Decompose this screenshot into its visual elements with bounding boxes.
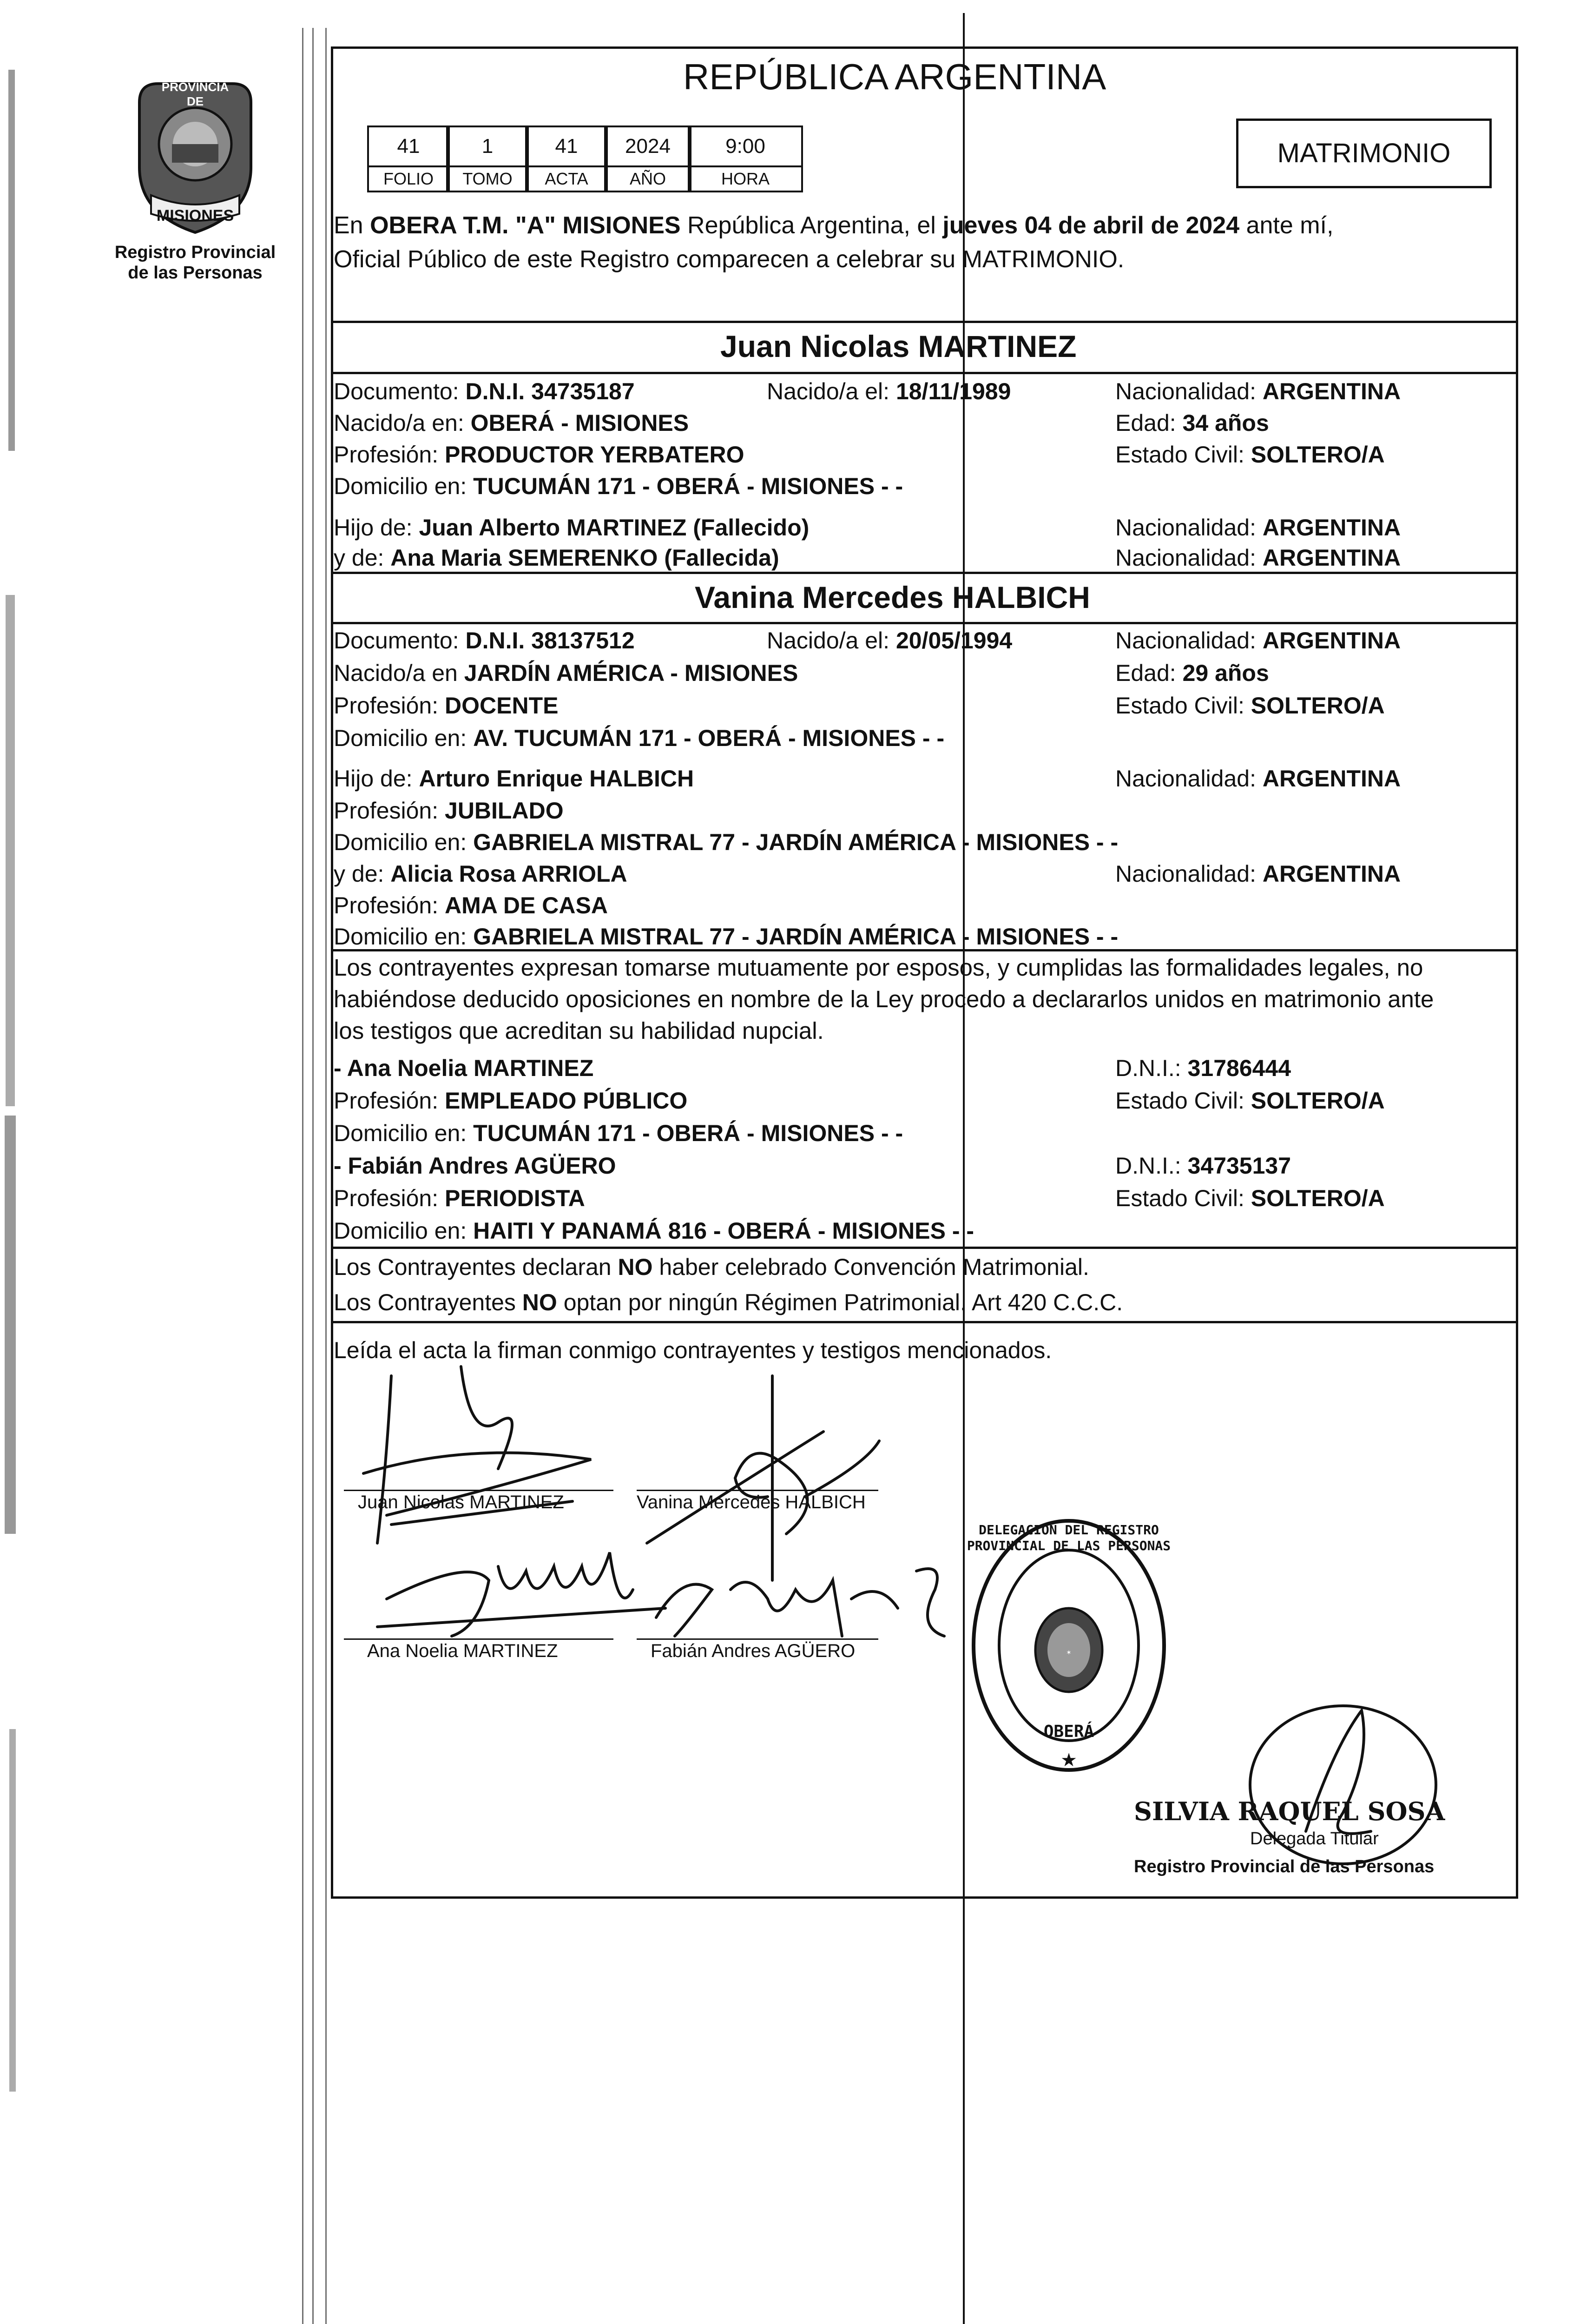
signature-groom-name: Juan Nicolas MARTINEZ bbox=[358, 1492, 564, 1512]
scan-artifact bbox=[9, 1729, 16, 2092]
signature-line-witness2 bbox=[637, 1638, 878, 1640]
section-divider bbox=[331, 1247, 1516, 1249]
folio-label: FOLIO bbox=[367, 165, 450, 192]
country-title: REPÚBLICA ARGENTINA bbox=[683, 56, 1106, 97]
section-divider bbox=[331, 1321, 1516, 1323]
convention-line1: Los Contrayentes declaran NO haber celebrado Convención Matrimonial. bbox=[334, 1254, 1089, 1280]
bride-name: Vanina Mercedes HALBICH bbox=[695, 580, 1090, 614]
witness1-profession: Profesión: EMPLEADO PÚBLICO bbox=[334, 1088, 688, 1114]
declaration-line3: los testigos que acreditan su habilidad nupcial. bbox=[334, 1017, 824, 1044]
groom-profession: Profesión: PRODUCTOR YERBATERO bbox=[334, 442, 744, 468]
bride-mother: y de: Alicia Rosa ARRIOLA bbox=[334, 861, 627, 887]
bride-birthplace: Nacido/a en JARDÍN AMÉRICA - MISIONES bbox=[334, 660, 798, 686]
bride-profession: Profesión: DOCENTE bbox=[334, 693, 559, 719]
bride-mother-profession: Profesión: AMA DE CASA bbox=[334, 892, 608, 918]
official-organization: Registro Provincial de las Personas bbox=[1134, 1857, 1435, 1876]
groom-birthplace: Nacido/a en: OBERÁ - MISIONES bbox=[334, 410, 689, 436]
hora-value: 9:00 bbox=[688, 125, 803, 167]
folio-value: 41 bbox=[367, 125, 450, 167]
groom-name: Juan Nicolas MARTINEZ bbox=[720, 329, 1077, 363]
scan-artifact bbox=[6, 595, 15, 1106]
registry-name-line1: Registro Provincial bbox=[114, 243, 276, 262]
document-type-box: MATRIMONIO bbox=[1236, 119, 1492, 188]
groom-civil-status: Estado Civil: SOLTERO/A bbox=[1115, 442, 1385, 468]
official-title: Delegada Titular bbox=[1250, 1829, 1379, 1849]
closing-statement: Leída el acta la firman conmigo contrayentes y testigos mencionados. bbox=[334, 1337, 1052, 1363]
seal-center-text: OBERÁ bbox=[1043, 1722, 1094, 1741]
acta-label: ACTA bbox=[525, 165, 608, 192]
signature-line-witness1 bbox=[344, 1638, 613, 1640]
svg-text:✶: ✶ bbox=[1066, 1649, 1072, 1656]
margin-line bbox=[302, 28, 303, 2324]
tomo-label: TOMO bbox=[446, 165, 529, 192]
bride-father-profession: Profesión: JUBILADO bbox=[334, 798, 564, 824]
signature-witness2-name: Fabián Andres AGÜERO bbox=[651, 1641, 856, 1661]
bride-birthdate: Nacido/a el: 20/05/1994 bbox=[767, 627, 1013, 654]
margin-line bbox=[312, 28, 314, 2324]
groom-birthdate: Nacido/a el: 18/11/1989 bbox=[767, 378, 1011, 404]
witness2-address: Domicilio en: HAITI Y PANAMÁ 816 - OBERÁ - MISIONES - - bbox=[334, 1218, 974, 1244]
intro-line2: Oficial Público de este Registro comparecen a celebrar su MATRIMONIO. bbox=[334, 246, 1125, 273]
registry-name-line2: de las Personas bbox=[128, 263, 263, 283]
logo-text-top: PROVINCIA DE bbox=[161, 80, 229, 108]
bride-father-nationality: Nacionalidad: ARGENTINA bbox=[1115, 766, 1401, 792]
section-divider bbox=[331, 372, 1516, 374]
hora-label: HORA bbox=[688, 165, 803, 192]
groom-father-nationality: Nacionalidad: ARGENTINA bbox=[1115, 515, 1401, 541]
bride-mother-nationality: Nacionalidad: ARGENTINA bbox=[1115, 861, 1401, 887]
witness1-name: - Ana Noelia MARTINEZ bbox=[334, 1055, 594, 1081]
anio-value: 2024 bbox=[604, 125, 691, 167]
groom-nationality: Nacionalidad: ARGENTINA bbox=[1115, 378, 1401, 404]
witness2-profession: Profesión: PERIODISTA bbox=[334, 1185, 585, 1211]
groom-father: Hijo de: Juan Alberto MARTINEZ (Fallecido) bbox=[334, 515, 810, 541]
bride-mother-address: Domicilio en: GABRIELA MISTRAL 77 - JARDÍN AMÉRICA - MISIONES - - bbox=[334, 924, 1119, 950]
witness2-dni: D.N.I.: 34735137 bbox=[1115, 1153, 1291, 1179]
signature-bride-name: Vanina Mercedes HALBICH bbox=[637, 1492, 866, 1512]
scan-artifact bbox=[5, 1116, 16, 1534]
witness2-name: - Fabián Andres AGÜERO bbox=[334, 1153, 616, 1179]
intro-line1: En OBERA T.M. "A" MISIONES República Argentina, el jueves 04 de abril de 2024 ante mí, bbox=[334, 212, 1334, 239]
official-name: SILVIA RAQUEL SOSA bbox=[1134, 1796, 1445, 1826]
witness1-dni: D.N.I.: 31786444 bbox=[1115, 1055, 1291, 1081]
bride-father: Hijo de: Arturo Enrique HALBICH bbox=[334, 766, 694, 792]
bride-nationality: Nacionalidad: ARGENTINA bbox=[1115, 627, 1401, 654]
signature-witness1-name: Ana Noelia MARTINEZ bbox=[367, 1641, 558, 1661]
section-divider bbox=[331, 321, 1516, 323]
declaration-line1: Los contrayentes expresan tomarse mutuamente por esposos, y cumplidas las formalidades legales, no bbox=[334, 954, 1423, 981]
declaration-line2: habiéndose deducido oposiciones en nombre de la Ley procedo a declararlos unidos en matrimonio ante bbox=[334, 986, 1434, 1012]
scan-artifact bbox=[8, 70, 15, 451]
tomo-value: 1 bbox=[446, 125, 529, 167]
logo-text-bottom: MISIONES bbox=[156, 207, 234, 224]
anio-label: AÑO bbox=[604, 165, 691, 192]
signature-line-bride bbox=[637, 1490, 878, 1491]
witness1-civil-status: Estado Civil: SOLTERO/A bbox=[1115, 1088, 1385, 1114]
groom-mother-nationality: Nacionalidad: ARGENTINA bbox=[1115, 545, 1401, 571]
section-divider bbox=[331, 622, 1516, 624]
signature-line-groom bbox=[344, 1490, 613, 1491]
bride-civil-status: Estado Civil: SOLTERO/A bbox=[1115, 693, 1385, 719]
groom-mother: y de: Ana Maria SEMERENKO (Fallecida) bbox=[334, 545, 779, 571]
bride-age: Edad: 29 años bbox=[1115, 660, 1269, 686]
seal-ring-text: DELEGACION DEL REGISTRO PROVINCIAL DE LAS PERSONAS bbox=[967, 1522, 1171, 1553]
groom-address: Domicilio en: TUCUMÁN 171 - OBERÁ - MISIONES - - bbox=[334, 473, 903, 499]
witness2-civil-status: Estado Civil: SOLTERO/A bbox=[1115, 1185, 1385, 1211]
margin-line bbox=[325, 28, 327, 2324]
bride-father-address: Domicilio en: GABRIELA MISTRAL 77 - JARDÍN AMÉRICA - MISIONES - - bbox=[334, 829, 1119, 855]
groom-document: Documento: D.N.I. 34735187 bbox=[334, 378, 635, 404]
acta-value: 41 bbox=[525, 125, 608, 167]
convention-line2: Los Contrayentes NO optan por ningún Régimen Patrimonial. Art 420 C.C.C. bbox=[334, 1289, 1123, 1315]
section-divider bbox=[331, 572, 1516, 574]
groom-age: Edad: 34 años bbox=[1115, 410, 1269, 436]
bride-address: Domicilio en: AV. TUCUMÁN 171 - OBERÁ - MISIONES - - bbox=[334, 725, 945, 751]
witness1-address: Domicilio en: TUCUMÁN 171 - OBERÁ - MISIONES - - bbox=[334, 1120, 903, 1146]
bride-document: Documento: D.N.I. 38137512 bbox=[334, 627, 635, 654]
svg-text:★: ★ bbox=[1060, 1750, 1077, 1770]
